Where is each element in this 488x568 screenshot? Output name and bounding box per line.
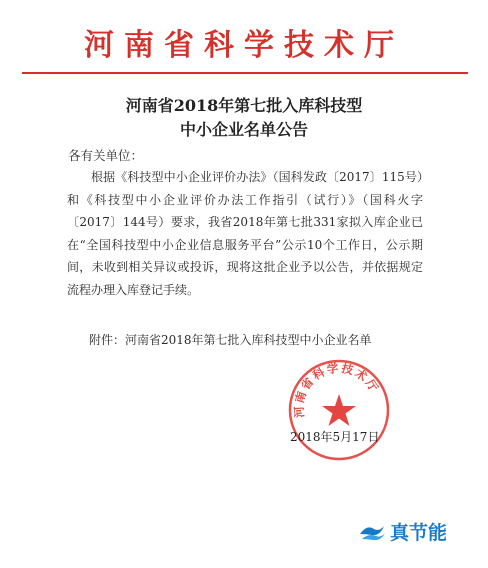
official-seal-icon [287,358,391,462]
watermark-logo [358,518,447,545]
watermark-brand-text: 真节能 [390,522,448,544]
salutation: 各有关单位： [68,148,144,163]
letterhead-red-rule [22,72,468,74]
document-title-line-1: 河南省2018年第七批入库科技型 [125,96,363,115]
letterhead-org-name: 河南省科学技术厅 [84,28,404,63]
seal-lettering: 河南省科学技术厅 [291,360,382,419]
body-paragraph: 根据《科技型中小企业评价办法》（国科发政〔2017〕115号）和《科技型中小企业评价办法工作指引（试行）》（国科火字〔2017〕144号）要求，我省2018年第七批331家拟入库企业已在“全国科技型中小企业信息服务平台”公示10个工作日，公示期间，未收到相关异议或投诉，现将这批企业予以公告，并依据规定流程办理入库登记手续。 [67,170,423,297]
attachment-line: 附件：河南省2018年第七批入库科技型中小企业名单 [89,333,372,347]
seal-star [322,394,356,426]
bird-wave-logo-icon [358,520,386,544]
signature-date: 2018年5月17日 [290,430,380,444]
document-title-line-2: 中小企业名单公告 [179,120,308,139]
